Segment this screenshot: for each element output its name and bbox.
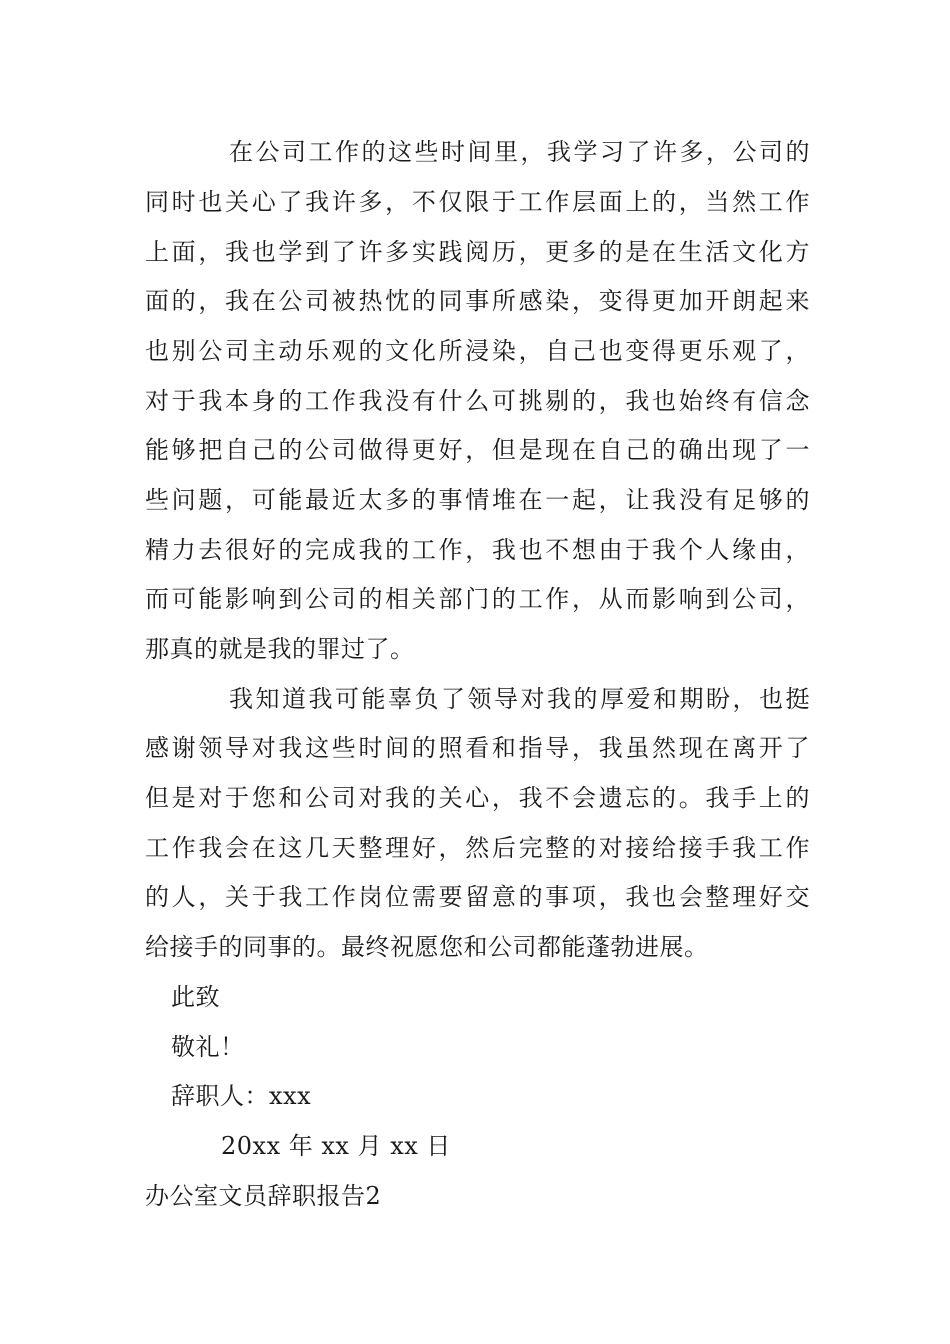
paragraph-line: 能够把自己的公司做得更好，但是现在自己的确出现了一 (145, 436, 810, 464)
paragraph-line: 那真的就是我的罪过了。 (145, 635, 415, 663)
closing-respect: 敬礼！ (171, 1033, 245, 1061)
paragraph-line: 对于我本身的工作我没有什么可挑剔的，我也始终有信念 (145, 387, 810, 415)
paragraph-line: 但是对于您和公司对我的关心，我不会遗忘的。我手上的 (145, 784, 810, 812)
paragraph-line: 工作我会在这几天整理好，然后完整的对接给接手我工作 (145, 834, 810, 862)
paragraph-line: 同时也关心了我许多，不仅限于工作层面上的，当然工作 (145, 188, 810, 216)
closing-salutation: 此致 (171, 983, 220, 1011)
signer-line: 辞职人：xxx (171, 1082, 312, 1110)
date-line: 20xx 年 xx 月 xx 日 (221, 1132, 451, 1160)
paragraph-line: 在公司工作的这些时间里，我学习了许多，公司的 (229, 138, 810, 166)
paragraph-line: 我知道我可能辜负了领导对我的厚爱和期盼，也挺 (229, 685, 810, 713)
paragraph-line: 上面，我也学到了许多实践阅历，更多的是在生活文化方 (145, 238, 810, 266)
paragraph-line: 感谢领导对我这些时间的照看和指导，我虽然现在离开了 (145, 734, 810, 762)
paragraph-line: 也别公司主动乐观的文化所浸染，自己也变得更乐观了， (145, 337, 810, 365)
paragraph-line: 给接手的同事的。最终祝愿您和公司都能蓬勃进展。 (145, 933, 709, 961)
paragraph-line: 的人，关于我工作岗位需要留意的事项，我也会整理好交 (145, 883, 810, 911)
paragraph-line: 些问题，可能最近太多的事情堆在一起，让我没有足够的 (145, 486, 810, 514)
paragraph-line: 而可能影响到公司的相关部门的工作，从而影响到公司， (145, 585, 810, 613)
section-heading: 办公室文员辞职报告2 (145, 1182, 382, 1210)
paragraph-line: 精力去很好的完成我的工作，我也不想由于我个人缘由， (145, 536, 810, 564)
paragraph-line: 面的，我在公司被热忱的同事所感染，变得更加开朗起来 (145, 287, 810, 315)
